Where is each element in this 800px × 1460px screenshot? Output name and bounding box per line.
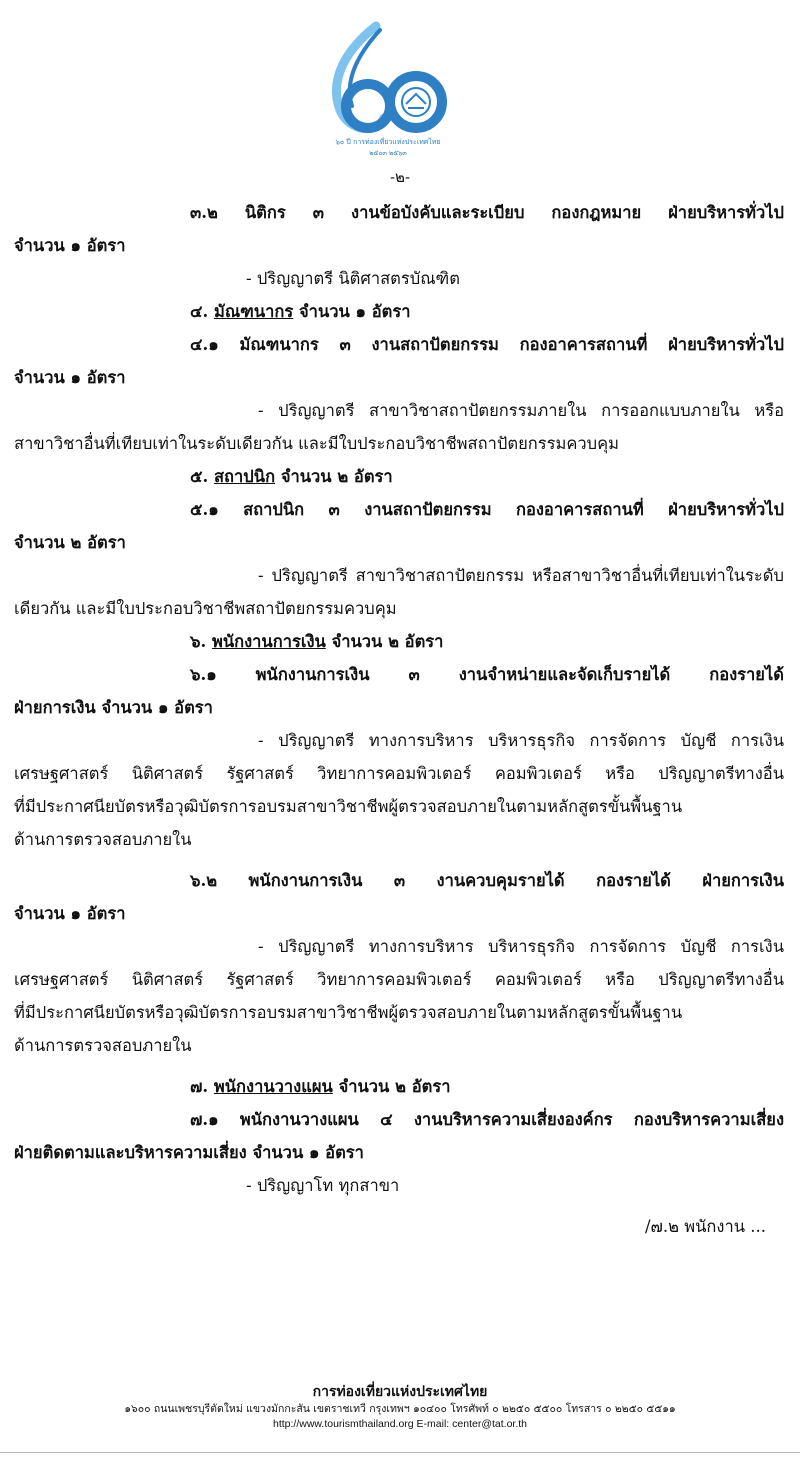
item-5-1-qualification-line2: เดียวกัน และมีใบประกอบวิชาชีพสถาปัตยกรรมควบคุม: [14, 599, 397, 618]
section-5-quota: จำนวน ๒ อัตรา: [280, 467, 393, 486]
item-6-2-qualification-line4: ด้านการตรวจสอบภายใน: [14, 1036, 192, 1055]
page-number: -๒-: [389, 168, 411, 186]
item-6-1-qualification-line3: ที่มีประกาศนียบัตรหรือวุฒิบัตรการอบรมสาขาวิชาชีพผู้ตรวจสอบภายในตามหลักสูตรขั้นพื้นฐาน: [14, 797, 683, 816]
item-4-1-heading: ๔.๑ มัณฑนากร ๓ งานสถาปัตยกรรม กองอาคารสถานที่ ฝ่ายบริหารทั่วไป: [190, 335, 784, 354]
section-5-title: สถาปนิก: [213, 467, 276, 486]
section-5-number: ๕.: [190, 467, 209, 486]
item-6-1-qualification-line4: ด้านการตรวจสอบภายใน: [14, 830, 192, 849]
item-6-2-qualification-line1: - ปริญญาตรี ทางการบริหาร บริหารธุรกิจ การจัดการ บัญชี การเงิน: [258, 937, 784, 956]
item-5-1-heading: ๕.๑ สถาปนิก ๓ งานสถาปัตยกรรม กองอาคารสถานที่ ฝ่ายบริหารทั่วไป: [190, 500, 784, 519]
letterhead-footer: [0, 1382, 800, 1432]
item-3-2-qualification: - ปริญญาตรี นิติศาสตรบัณฑิต: [246, 269, 460, 288]
item-3-2-quota: จำนวน ๑ อัตรา: [14, 236, 126, 255]
item-7-1-quota: ฝ่ายติดตามและบริหารความเสี่ยง จำนวน ๑ อัตรา: [14, 1143, 364, 1162]
section-4-number: ๔.: [190, 302, 209, 321]
item-3-2-heading: ๓.๒ นิติกร ๓ งานข้อบังคับและระเบียบ กองกฎหมาย ฝ่ายบริหารทั่วไป: [190, 203, 784, 222]
footer-contact: http://www.tourismthailand.org E-mail: center@tat.or.th: [272, 1418, 527, 1430]
item-6-2-qualification-line3: ที่มีประกาศนียบัตรหรือวุฒิบัตรการอบรมสาขาวิชาชีพผู้ตรวจสอบภายในตามหลักสูตรขั้นพื้นฐาน: [14, 1003, 683, 1022]
footer-org-name: การท่องเที่ยวแห่งประเทศไทย: [312, 1384, 488, 1400]
footer-address: ๑๖๐๐ ถนนเพชรบุรีตัดใหม่ แขวงมักกะสัน เขตราชเทวี กรุงเทพฯ ๑๐๔๐๐ โทรศัพท์ ๐ ๒๒๕๐ ๕๕๐๐ โทรสาร ๐ ๒๒๕๐ ๕๕๑๑: [124, 1403, 676, 1415]
section-5-heading: [14, 460, 784, 493]
section-7-quota: จำนวน ๒ อัตรา: [338, 1077, 451, 1096]
item-6-2-qualification-line2: เศรษฐศาสตร์ นิติศาสตร์ รัฐศาสตร์ วิทยาการคอมพิวเตอร์ คอมพิวเตอร์ หรือ ปริญญาตรีทางอื่น: [14, 970, 784, 989]
section-6-title: พนักงานการเงิน: [211, 632, 326, 651]
section-4-quota: จำนวน ๑ อัตรา: [299, 302, 411, 321]
item-6-2-heading: ๖.๒ พนักงานการเงิน ๓ งานควบคุมรายได้ กองรายได้ ฝ่ายการเงิน: [190, 871, 784, 890]
item-7-1-heading: ๗.๑ พนักงานวางแผน ๔ งานบริหารความเสี่ยงองค์กร กองบริหารความเสี่ยง: [190, 1110, 784, 1129]
item-6-1-qualification-line1: - ปริญญาตรี ทางการบริหาร บริหารธุรกิจ การจัดการ บัญชี การเงิน: [258, 731, 784, 750]
logo-caption-line2: ๒๕๐๓ ๒๕๖๓: [369, 149, 407, 157]
section-6-quota: จำนวน ๒ อัตรา: [331, 632, 444, 651]
section-6-number: ๖.: [190, 632, 207, 651]
document-body: [14, 196, 784, 1243]
bottom-divider: [0, 1452, 800, 1453]
logo-caption-line1: ๖๐ ปี การท่องเที่ยวแห่งประเทศไทย: [335, 138, 441, 146]
section-4-title: มัณฑนากร: [213, 302, 294, 321]
item-6-1-heading: ๖.๑ พนักงานการเงิน ๓ งานจำหน่ายและจัดเก็บรายได้ กองรายได้: [190, 665, 784, 684]
section-4-heading: [14, 295, 784, 328]
section-7-heading: [14, 1070, 784, 1103]
item-5-1-quota: จำนวน ๒ อัตรา: [14, 533, 126, 552]
section-7-title: พนักงานวางแผน: [213, 1077, 333, 1096]
item-4-1-qualification-line2: สาขาวิชาอื่นที่เทียบเท่าในระดับเดียวกัน และมีใบประกอบวิชาชีพสถาปัตยกรรมควบคุม: [14, 434, 620, 453]
item-7-1-qualification: - ปริญญาโท ทุกสาขา: [246, 1176, 400, 1195]
tat-60-anniversary-logo: [318, 18, 458, 160]
item-4-1-quota: จำนวน ๑ อัตรา: [14, 368, 126, 387]
section-7-number: ๗.: [190, 1077, 209, 1096]
item-4-1-qualification-line1: - ปริญญาตรี สาขาวิชาสถาปัตยกรรมภายใน การออกแบบภายใน หรือ: [258, 401, 784, 420]
item-6-1-qualification-line2: เศรษฐศาสตร์ นิติศาสตร์ รัฐศาสตร์ วิทยาการคอมพิวเตอร์ คอมพิวเตอร์ หรือ ปริญญาตรีทางอื่น: [14, 764, 784, 783]
item-5-1-qualification-line1: - ปริญญาตรี สาขาวิชาสถาปัตยกรรม หรือสาขาวิชาอื่นที่เทียบเท่าในระดับ: [258, 566, 784, 585]
next-page-continuation: /๗.๒ พนักงาน ...: [644, 1217, 766, 1236]
item-6-2-quota: จำนวน ๑ อัตรา: [14, 904, 126, 923]
item-6-1-quota: ฝ่ายการเงิน จำนวน ๑ อัตรา: [14, 698, 213, 717]
section-6-heading: [14, 625, 784, 658]
